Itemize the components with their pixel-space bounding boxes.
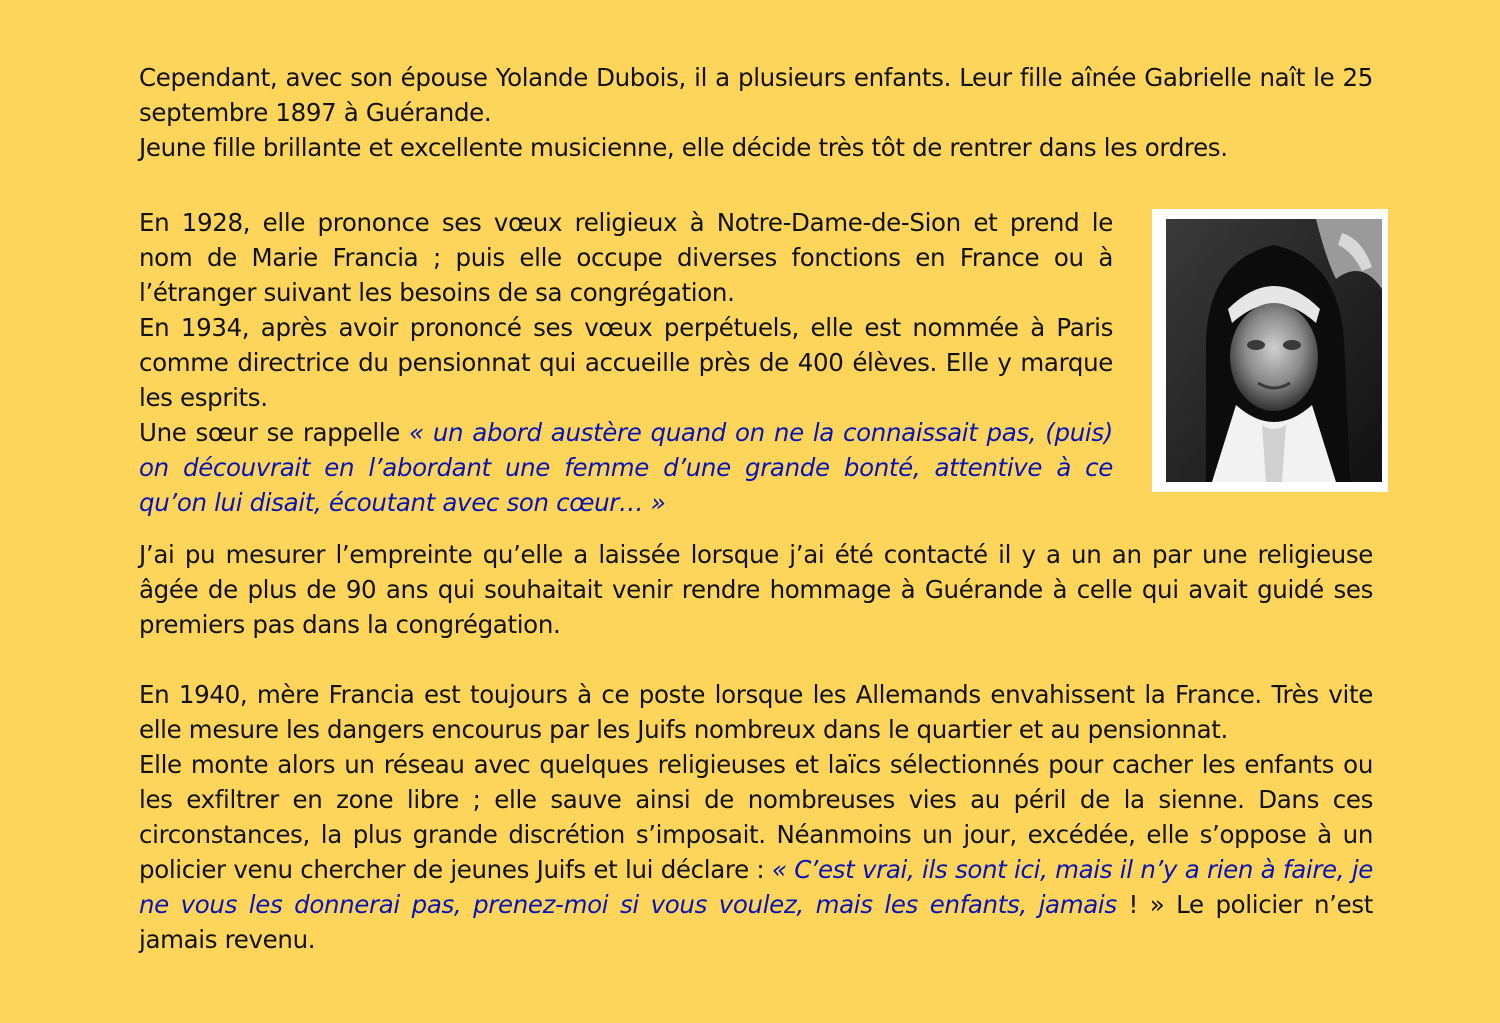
intro-birth-text: Cependant, avec son épouse Yolande Dubois, il a plusieurs enfants. Leur fille aînée Gabrielle naît le 25 septembre 1897 à Guérande.: [139, 63, 1373, 127]
francia-quote-close: ! »: [1116, 890, 1165, 919]
intro-vocation-text: Jeune fille brillante et excellente musicienne, elle décide très tôt de rentrer dans les ordres.: [139, 133, 1228, 162]
testimony-text: J’ai pu mesurer l’empreinte qu’elle a laissée lorsque j’ai été contacté il y a un an par une religieuse âgée de plus de 90 ans qui souhaitait venir rendre hommage à Guérande à celle qui avait guidé ses premiers pas dans la congrégation.: [139, 540, 1373, 639]
sister-quote: « un abord austère quand on ne la connaissait pas, (puis) on découvrait en l’abordant une femme d’une grande bonté, attentive à ce qu’on lui disait, écoutant avec son cœur… »: [139, 418, 1113, 517]
portrait-frame: [1152, 209, 1388, 492]
francia-quote: « C’est vrai, ils sont ici, mais il n’y a rien à faire, je ne vous les donnerai pas, prenez-moi si vous voulez, mais les enfants, jamais: [139, 855, 1374, 919]
paragraph-war: [139, 677, 1373, 957]
network-text: Elle monte alors un réseau avec quelques religieuses et laïcs sélectionnés pour cacher les enfants ou les exfiltrer en zone libre ; elle sauve ainsi de nombreuses vies au péril de la sienne. Dans ces circonstances, la plus grande discrétion s’imposait. Néanmoins un jour, excédée, elle s’oppose à un policier venu chercher de jeunes Juifs et lui déclare :: [139, 750, 1373, 884]
paris-text: En 1934, après avoir prononcé ses vœux perpétuels, elle est nommée à Paris comme directrice du pensionnat qui accueille près de 400 élèves. Elle y marque les esprits.: [139, 313, 1113, 412]
ending-text: Le policier n’est jamais revenu.: [139, 890, 1373, 954]
vows-text: En 1928, elle prononce ses vœux religieux à Notre-Dame-de-Sion et prend le nom de Marie Francia ; puis elle occupe diverses fonctions en France ou à l’étranger suivant les besoins de sa congrégation.: [139, 208, 1113, 307]
nun-portrait-photo: [1166, 219, 1382, 482]
paragraph-intro: [139, 60, 1373, 165]
paragraph-testimony: [139, 537, 1373, 642]
sister-recall-text: Une sœur se rappelle: [139, 418, 410, 447]
paragraph-religious-life: [139, 205, 1113, 520]
war-intro-text: En 1940, mère Francia est toujours à ce poste lorsque les Allemands envahissent la France. Très vite elle mesure les dangers encourus par les Juifs nombreux dans le quartier et au pensionnat.: [139, 680, 1373, 744]
